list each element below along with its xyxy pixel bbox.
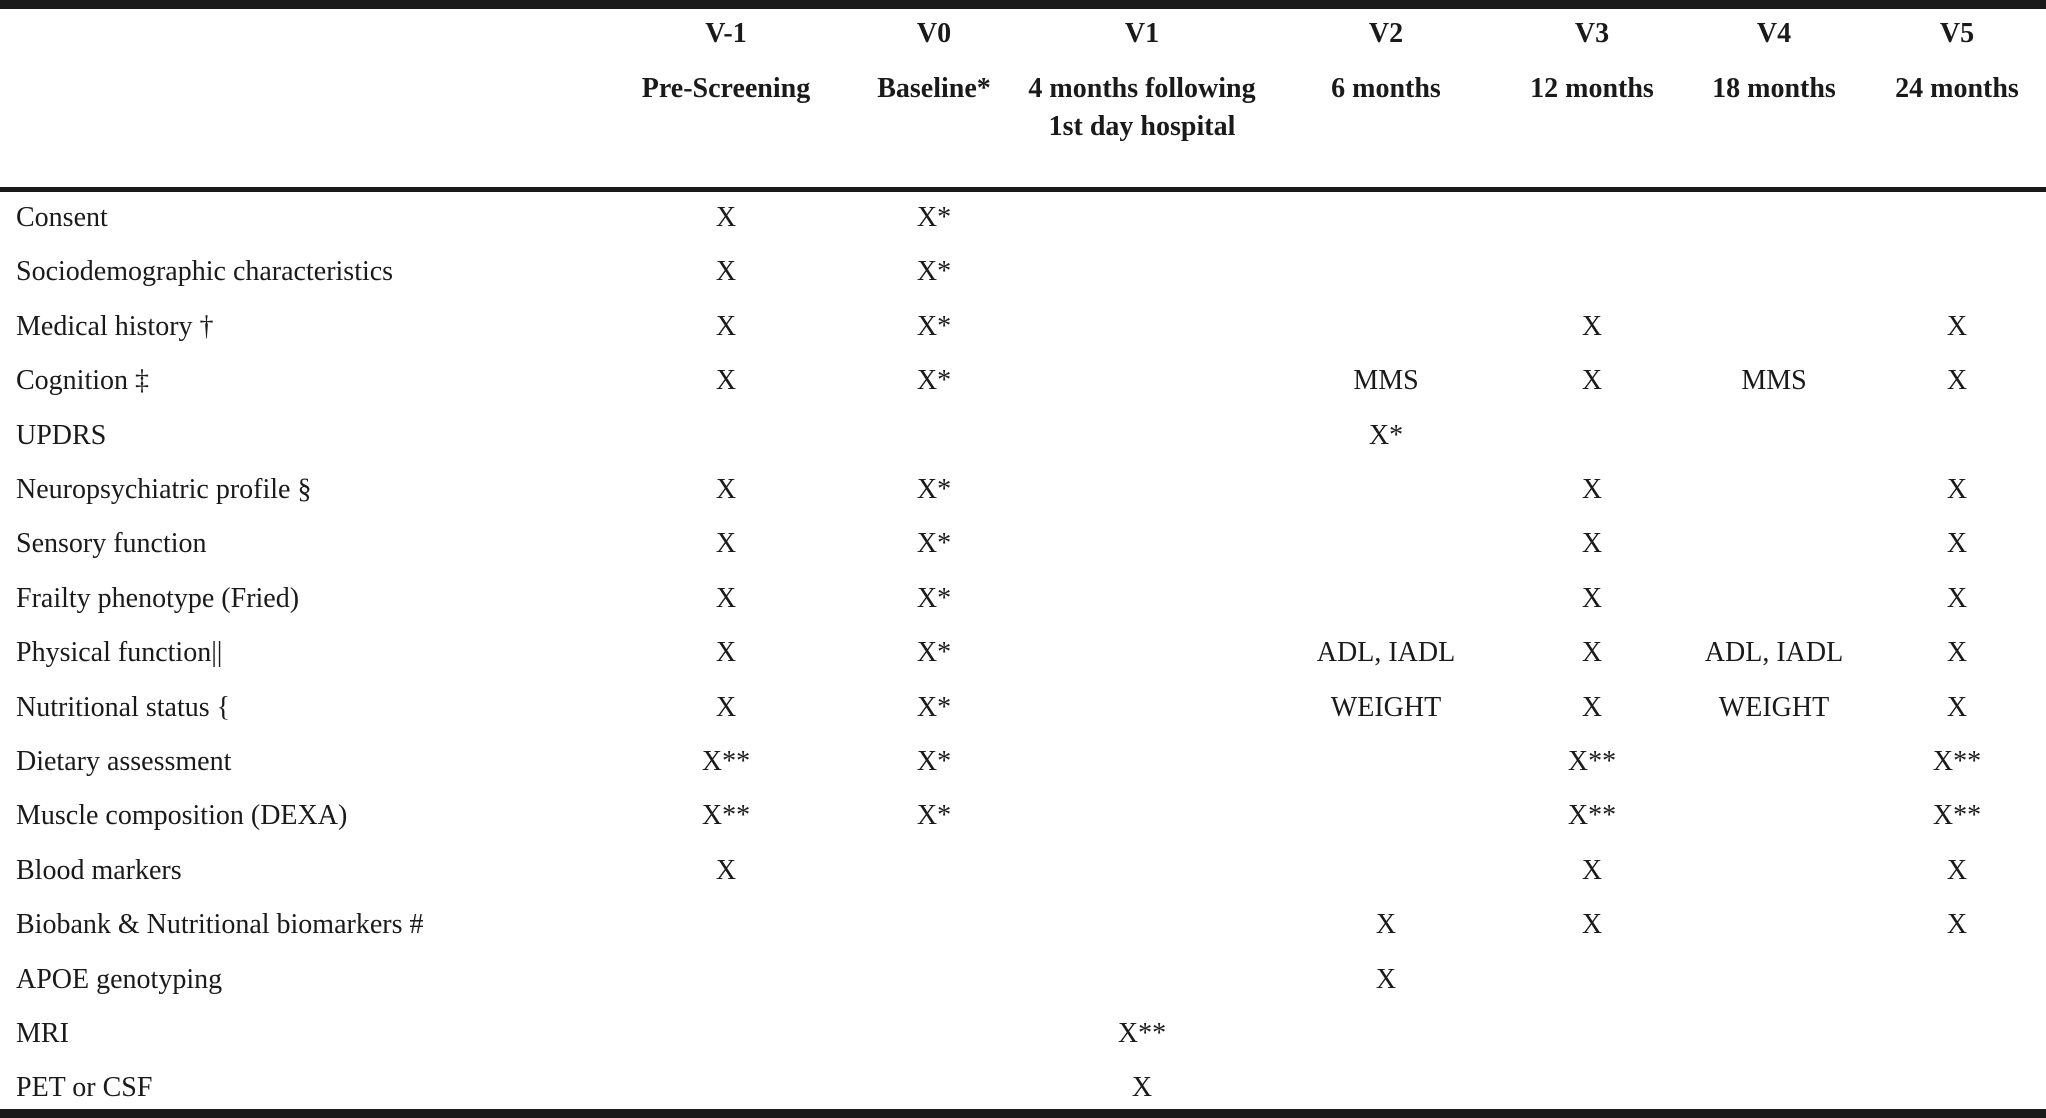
column-visit-label: V3 [1574,18,1610,49]
table-cell: X [715,310,737,342]
column-visit-label: V2 [1368,18,1404,49]
row-label: Frailty phenotype (Fried) [16,582,300,614]
table-cell: X [1581,909,1603,941]
table-cell: X [1581,474,1603,505]
row-label: APOE genotyping [16,963,223,995]
table-cell: X [1375,909,1397,941]
table-cell: X [715,528,737,560]
table-cell: X* [916,310,952,342]
row-label: Cognition ‡ [16,365,150,397]
table-row [0,245,2046,299]
column-timing-label: 12 months [1530,73,1654,104]
row-label: MRI [16,1018,69,1049]
table-cell: X [1946,582,1968,614]
table-cell: X [715,474,737,505]
table-cell: X** [1567,746,1617,777]
table-row [0,789,2046,843]
table-row [0,463,2046,517]
table-cell: X [1581,365,1603,397]
table-row [0,517,2046,571]
table-cell: ADL, IADL [1704,637,1844,669]
table-cell: X [1581,691,1603,723]
table-cell: X [1581,528,1603,560]
row-label: Medical history † [16,310,214,342]
column-visit-label: V-1 [705,18,747,49]
column-header [1022,16,1262,146]
table-cell: X [715,202,737,233]
table-cell: X [1131,1072,1153,1104]
table-cell: X* [916,256,952,288]
row-label: Dietary assessment [16,746,232,777]
column-timing-label: 18 months [1712,73,1836,104]
table-cell: X [1581,854,1603,886]
table-cell: X* [916,746,952,777]
table-cell: MMS [1353,365,1419,397]
table-cell: X** [701,746,751,777]
table-cell: WEIGHT [1718,691,1830,723]
table-cell: X* [916,474,952,505]
table-cell: X [715,854,737,886]
table-cell: X [1581,310,1603,342]
row-label: Physical function|| [16,637,223,669]
table-cell: X [715,691,737,723]
table-row [0,1007,2046,1061]
table-row [0,626,2046,680]
table-cell: X** [701,800,751,832]
table-row [0,1061,2046,1115]
row-label: Sensory function [16,528,207,560]
table-row [0,572,2046,626]
row-label: Neuropsychiatric profile § [16,474,312,505]
table-cell: MMS [1741,365,1807,397]
row-label: Biobank & Nutritional biomarkers # [16,909,424,941]
row-label: Consent [16,202,108,233]
table-cell: X** [1117,1018,1167,1049]
column-timing-label: 4 months following 1st day hospital [1028,73,1256,142]
column-header [616,16,836,108]
table-cell: X* [916,800,952,832]
table-cell: X [1946,854,1968,886]
table-row [0,409,2046,463]
table-cell: X [1946,528,1968,560]
table-bottom-rule [0,1109,2046,1118]
table-cell: X [1946,474,1968,505]
table-top-rule [0,0,2046,9]
row-label: Sociodemographic characteristics [16,256,394,288]
table-row [0,735,2046,789]
column-header [1276,16,1496,108]
table-cell: X [1375,963,1397,995]
table-cell: X [1946,909,1968,941]
table-cell: X [1581,582,1603,614]
row-label: Blood markers [16,854,182,886]
table-cell: X* [916,202,952,233]
column-timing-label: Baseline* [877,73,991,104]
table-row [0,953,2046,1007]
column-timing-label: 6 months [1331,73,1441,104]
table-cell: X** [1567,800,1617,832]
table-cell: X** [1932,800,1982,832]
table-cell: X* [1368,419,1404,451]
table-row [0,354,2046,408]
table-cell: X [715,365,737,397]
table-cell: X [1946,365,1968,397]
table-cell: X* [916,582,952,614]
row-label: PET or CSF [16,1072,153,1104]
column-visit-label: V0 [916,18,952,49]
column-visit-label: V1 [1124,18,1160,49]
table-row [0,898,2046,952]
table-cell: X* [916,528,952,560]
table-cell: ADL, IADL [1316,637,1456,669]
table-cell: X** [1932,746,1982,777]
table-row [0,844,2046,898]
table-cell: X [1946,691,1968,723]
table-row [0,300,2046,354]
column-timing-label: 24 months [1895,73,2019,104]
table-cell: X [1946,637,1968,669]
table-cell: X [715,256,737,288]
table-row [0,191,2046,245]
row-label: Muscle composition (DEXA) [16,800,348,832]
table-cell: X [1581,637,1603,669]
table-cell: X* [916,637,952,669]
column-header [824,16,1044,108]
row-label: UPDRS [16,419,107,451]
table-cell: X* [916,365,952,397]
table-row [0,681,2046,735]
table-cell: X* [916,691,952,723]
table-cell: X [1946,310,1968,342]
table-cell: WEIGHT [1330,691,1442,723]
row-label: Nutritional status { [16,691,231,723]
table-cell: X [715,582,737,614]
column-visit-label: V4 [1756,18,1792,49]
column-visit-label: V5 [1939,18,1975,49]
table-cell: X [715,637,737,669]
column-header [1847,16,2046,108]
column-timing-label: Pre-Screening [641,73,811,104]
